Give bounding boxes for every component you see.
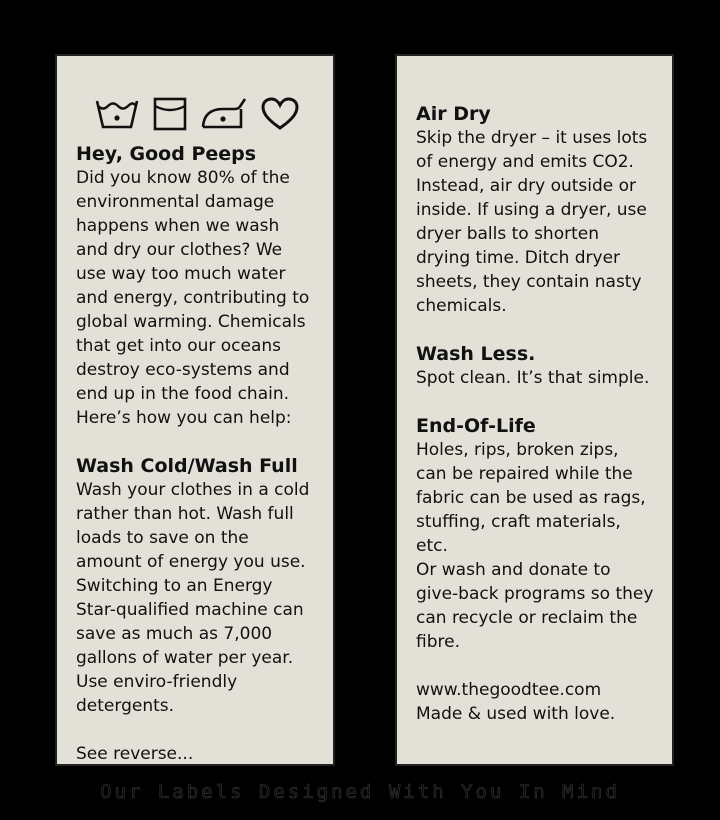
wash-less-text: Spot clean. It’s that simple. bbox=[416, 368, 650, 388]
wash-cold-text: Wash your clothes in a cold rather than hot. Wash full loads to save on the amount of energy you use. Switching to an Energy Star-qualified machine can save as much as 7,000 gallons of water per year. Use enviro-friendly detergents. bbox=[76, 480, 310, 716]
tagline-text: Made & used with love. bbox=[416, 704, 616, 724]
wash-less-heading: Wash Less. bbox=[416, 343, 536, 365]
air-dry-text: Skip the dryer – it uses lots of energy and emits CO2. Instead, air dry outside or inside. If using a dryer, use dryer balls to shorten drying time. Ditch dryer sheets, they contain nasty chemicals. bbox=[416, 128, 648, 316]
heart-icon bbox=[261, 97, 299, 131]
tumble-dry-icon bbox=[153, 97, 187, 131]
website-text: www.thegoodtee.com bbox=[416, 680, 602, 700]
wash-cold-heading: Wash Cold/Wash Full bbox=[76, 455, 298, 477]
wash-tub-icon bbox=[95, 97, 139, 131]
intro-text: Did you know 80% of the environmental damage happens when we wash and dry our clothes? We use way too much water and energy, contributing to global warming. Chemicals that get into our oceans destroy eco-systems and end up in the food chain. Here’s how you can help: bbox=[76, 168, 310, 428]
greeting-heading: Hey, Good Peeps bbox=[76, 143, 257, 165]
air-dry-heading: Air Dry bbox=[416, 103, 491, 125]
caption: Our Labels Designed With You In Mind bbox=[100, 781, 620, 803]
end-of-life-heading: End-Of-Life bbox=[416, 415, 536, 437]
see-reverse-text: See reverse... bbox=[76, 744, 194, 764]
care-symbols bbox=[76, 56, 317, 142]
iron-icon bbox=[201, 97, 247, 131]
end-of-life-text: Holes, rips, broken zips, can be repaired while the fabric can be used as rags, stuffing, craft materials, etc. Or wash and donate to give-back programs so they can recycle or reclaim the fibre. bbox=[416, 440, 654, 652]
care-label-back bbox=[395, 54, 674, 766]
care-label-front bbox=[55, 54, 335, 766]
